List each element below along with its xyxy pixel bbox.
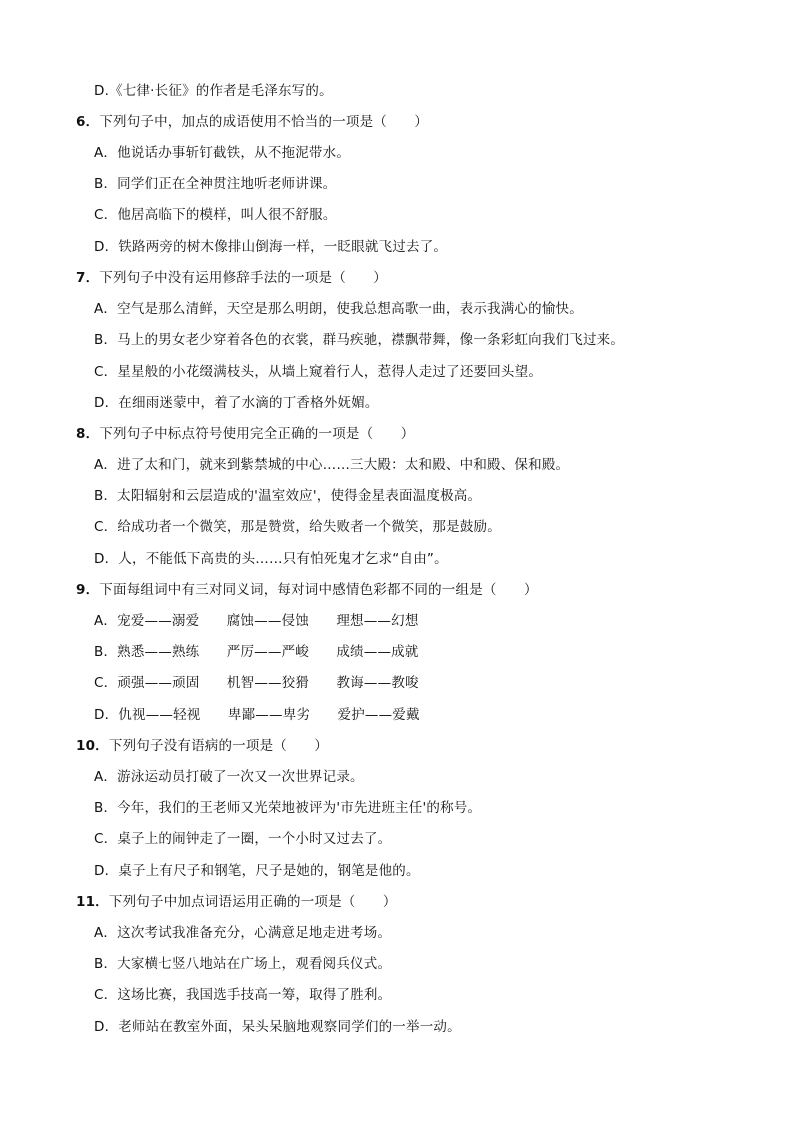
option-text: C．星星般的小花缀满枝头，从墙上窥着行人，惹得人走过了还要回头望。 [94,364,543,380]
option-text: A．宠爱——溺爱 腐蚀——侵蚀 理想——幻想 [94,613,419,629]
option-text: B．熟悉——熟练 严厉——严峻 成绩——成就 [94,644,419,660]
question-line [76,269,387,287]
question-text: 下列句子没有语病的一项是（ ） [108,738,329,754]
question-number: 10． [76,738,109,754]
question-number: 8． [76,426,100,442]
option-line [94,456,569,474]
option-text: B．马上的男女老少穿着各色的衣裳，群马疾驰，襟飘带舞，像一条彩虹向我们飞过来。 [94,332,625,348]
option-line [94,955,391,973]
question-line [76,581,538,599]
question-text: 下列句子中加点词语运用正确的一项是（ ） [108,894,397,910]
question-number: 6． [76,114,100,130]
option-line [94,82,333,100]
option-text: C．顽强——顽固 机智——狡猾 教诲——教唆 [94,675,419,691]
option-line [94,799,481,817]
option-text: B．同学们正在全神贯注地听老师讲课。 [94,176,337,192]
option-text: B．大家横七竖八地站在广场上，观看阅兵仪式。 [94,956,392,972]
option-text: C．桌子上的闹钟走了一圈，一个小时又过去了。 [94,831,392,847]
option-line [94,612,419,630]
option-line [94,643,419,661]
question-text: 下列句子中标点符号使用完全正确的一项是（ ） [99,426,415,442]
option-line [94,331,624,349]
option-line [94,175,336,193]
option-text: D．在细雨迷蒙中，着了水滴的丁香格外妩媚。 [94,395,379,411]
option-line [94,363,542,381]
question-line [76,113,428,131]
option-text: A．他说话办事斩钉截铁，从不拖泥带水。 [94,145,351,161]
option-line [94,706,420,724]
option-text: B．太阳辐射和云层造成的'温室效应'，使得金星表面温度极高。 [94,488,482,504]
option-line [94,550,448,568]
option-line [94,300,583,318]
option-text: D.《七律·长征》的作者是毛泽东写的。 [94,83,333,99]
question-text: 下面每组词中有三对同义词，每对词中感情色彩都不同的一组是（ ） [99,582,538,598]
option-text: B．今年，我们的王老师又光荣地被评为'市先进班主任'的称号。 [94,800,482,816]
option-line [94,487,481,505]
option-line [94,674,419,692]
question-number: 11． [76,894,109,910]
option-text: C．他居高临下的模样，叫人很不舒服。 [94,207,337,223]
option-text: D．人，不能低下高贵的头……只有怕死鬼才乞求“自由”。 [94,551,448,567]
question-number: 9． [76,582,100,598]
option-text: A．游泳运动员打破了一次又一次世界记录。 [94,769,364,785]
option-text: A．这次考试我准备充分，心满意足地走进考场。 [94,925,392,941]
option-line [94,144,350,162]
option-line [94,518,501,536]
question-line [76,425,414,443]
question-number: 7． [76,270,100,286]
question-text: 下列句子中，加点的成语使用不恰当的一项是（ ） [99,114,429,130]
option-line [94,768,364,786]
option-line [94,924,391,942]
option-text: C．这场比赛，我国选手技高一筹，取得了胜利。 [94,987,392,1003]
option-line [94,986,391,1004]
option-text: D．铁路两旁的树木像排山倒海一样，一眨眼就飞过去了。 [94,239,448,255]
question-text: 下列句子中没有运用修辞手法的一项是（ ） [99,270,387,286]
option-line [94,394,379,412]
option-line [94,1018,461,1036]
option-line [94,206,337,224]
option-line [94,830,391,848]
option-text: A．进了太和门，就来到紫禁城的中心……三大殿：太和殿、中和殿、保和殿。 [94,457,570,473]
option-text: D．仇视——轻视 卑鄙——卑劣 爱护——爱戴 [94,707,420,723]
option-text: D．老师站在教室外面，呆头呆脑地观察同学们的一举一动。 [94,1019,461,1035]
option-line [94,238,447,256]
question-line [76,893,397,911]
option-text: D．桌子上有尺子和钢笔，尺子是她的，钢笔是他的。 [94,863,420,879]
option-text: C．给成功者一个微笑，那是赞赏，给失败者一个微笑，那是鼓励。 [94,519,501,535]
option-line [94,862,420,880]
option-text: A．空气是那么清鲜，天空是那么明朗，使我总想高歌一曲，表示我满心的愉快。 [94,301,583,317]
question-line [76,737,328,755]
